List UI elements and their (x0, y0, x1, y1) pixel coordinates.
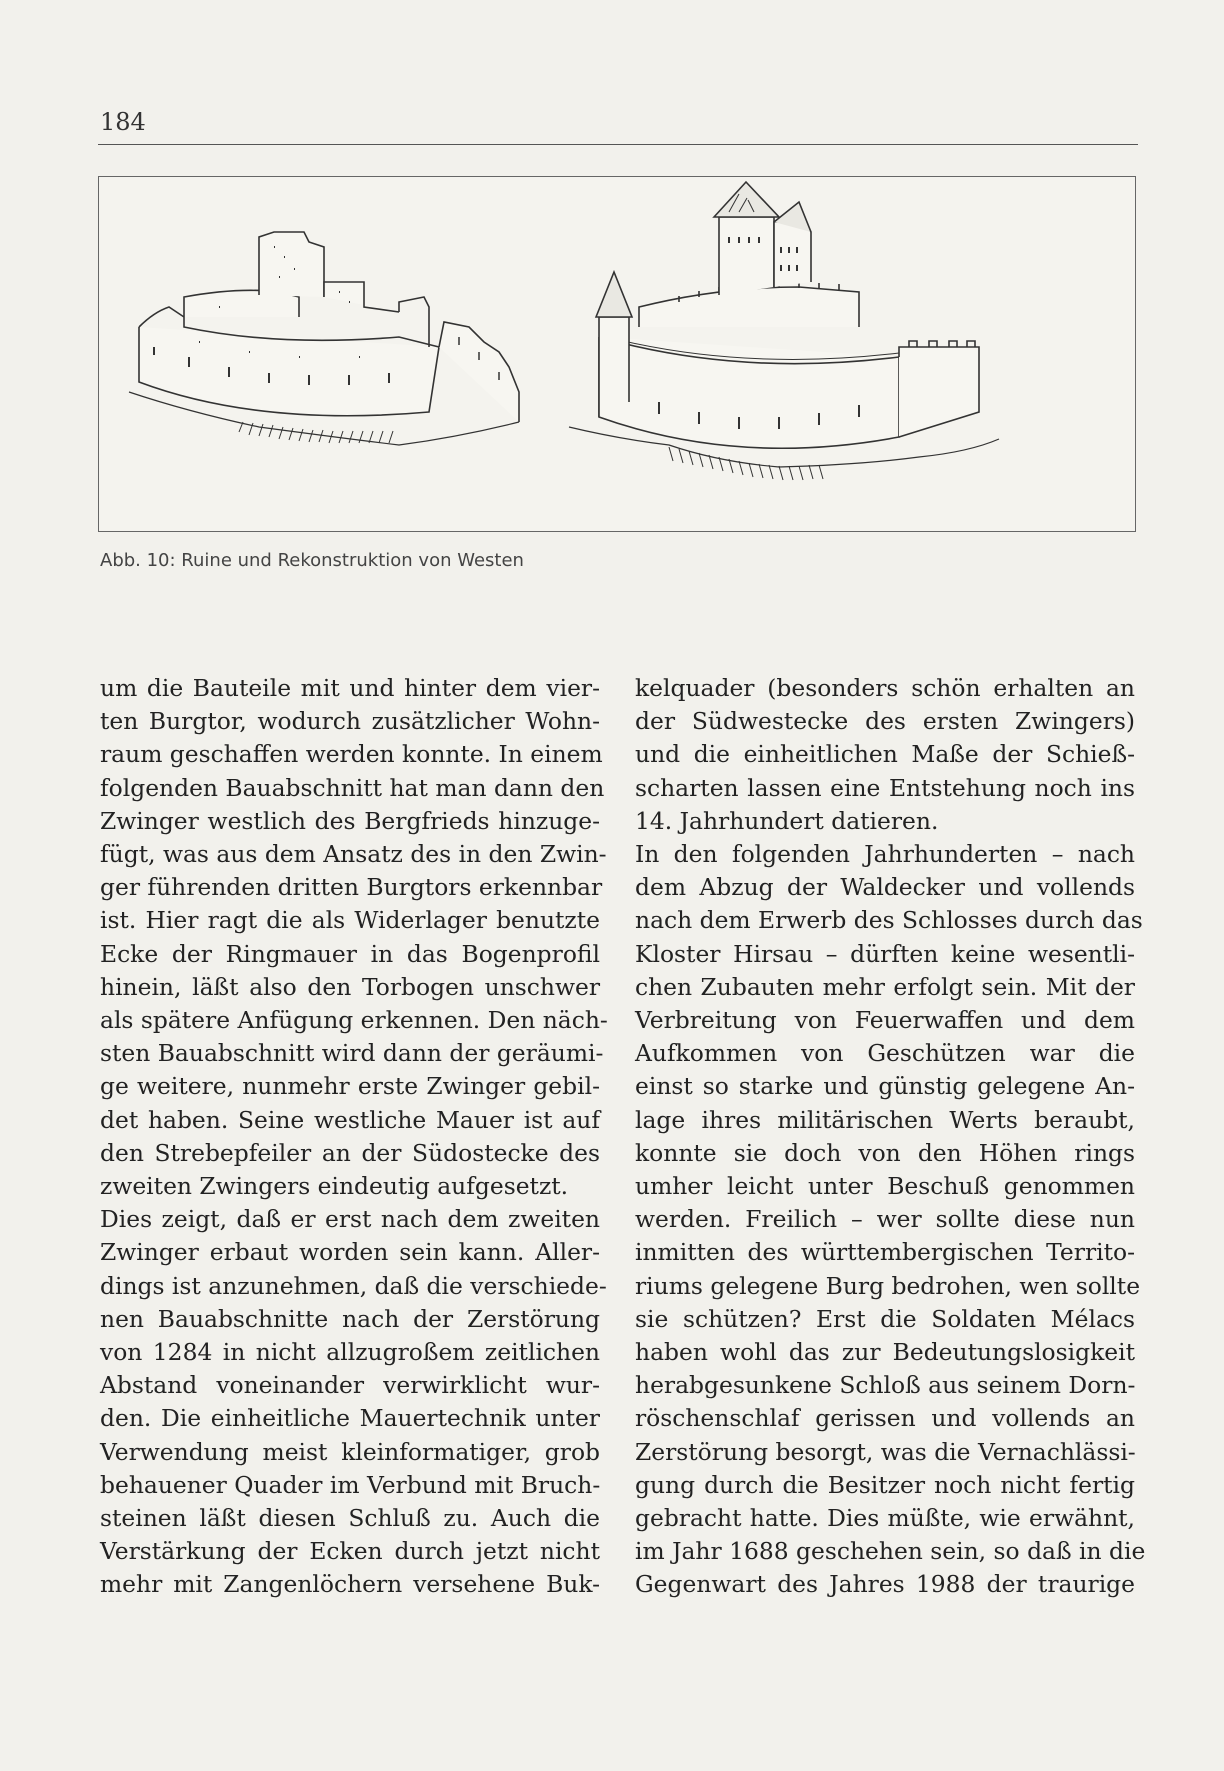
text-line: als spätere Anfügung erkennen. Den näch- (100, 1006, 608, 1035)
text-line: Ecke der Ringmauer in das Bogenprofil (100, 939, 600, 968)
text-line: Gegenwart des Jahres 1988 der traurige (635, 1570, 1135, 1599)
text-line: Verstärkung der Ecken durch jetzt nicht (100, 1537, 600, 1566)
text-line: Abstand voneinander verwirklicht wur- (100, 1371, 600, 1400)
text-line: ist. Hier ragt die als Widerlager benutzte (100, 906, 600, 935)
text-line: steinen läßt diesen Schluß zu. Auch die (100, 1504, 600, 1533)
text-line: fügt, was aus dem Ansatz des in den Zwin- (100, 840, 607, 869)
text-line: Dies zeigt, daß er erst nach dem zweiten (100, 1205, 600, 1234)
figure-caption: Abb. 10: Ruine und Rekonstruktion von Westen (100, 550, 524, 571)
text-line: 14. Jahrhundert datieren. (635, 806, 939, 835)
left-column (100, 672, 608, 1602)
text-line: den. Die einheitliche Mauertechnik unter (100, 1404, 600, 1433)
text-line: nen Bauabschnitte nach der Zerstörung (100, 1304, 600, 1333)
page-number: 184 (100, 108, 146, 136)
text-line: konnte sie doch von den Höhen rings (635, 1138, 1135, 1167)
text-line: raum geschaffen werden konnte. In einem (100, 740, 603, 769)
text-line: um die Bauteile mit und hinter dem vier- (100, 674, 600, 702)
text-line: Kloster Hirsau – dürften keine wesentli- (635, 939, 1135, 968)
castle-drawings (99, 177, 1135, 531)
ruin-drawing (129, 232, 519, 445)
text-line: dings ist anzunehmen, daß die verschiede- (100, 1271, 607, 1300)
reconstruction-drawing (569, 182, 999, 480)
text-line: Aufkommen von Geschützen war die (635, 1039, 1135, 1068)
text-line: hinein, läßt also den Torbogen unschwer (100, 972, 600, 1001)
text-line: von 1284 in nicht allzugroßem zeitlichen (100, 1338, 600, 1367)
text-line: folgenden Bauabschnitt hat man dann den (100, 773, 605, 802)
text-line: sten Bauabschnitt wird dann der geräumi- (100, 1039, 604, 1068)
text-line: werden. Freilich – wer sollte diese nun (635, 1205, 1135, 1234)
text-line: ger führenden dritten Burgtors erkennbar (100, 873, 603, 902)
text-line: zweiten Zwingers eindeutig aufgesetzt. (100, 1172, 569, 1201)
text-line: und die einheitlichen Maße der Schieß- (635, 740, 1135, 769)
header-rule (98, 144, 1138, 145)
text-line: gung durch die Besitzer noch nicht fertig (635, 1470, 1135, 1499)
text-line: Zwinger westlich des Bergfrieds hinzuge- (100, 806, 600, 835)
text-line: haben wohl das zur Bedeutungslosigkeit (635, 1338, 1135, 1367)
text-line: chen Zubauten mehr erfolgt sein. Mit der (635, 972, 1135, 1001)
text-line: In den folgenden Jahrhunderten – nach (635, 840, 1135, 869)
text-line: nach dem Erwerb des Schlosses durch das (635, 906, 1143, 935)
text-line: behauener Quader im Verbund mit Bruch- (100, 1470, 601, 1499)
text-line: mehr mit Zangenlöchern versehene Buk- (100, 1570, 600, 1599)
text-line: scharten lassen eine Entstehung noch ins (635, 773, 1135, 802)
right-column (635, 672, 1146, 1602)
text-line: sie schützen? Erst die Soldaten Mélacs (635, 1304, 1135, 1333)
text-line: der Südwestecke des ersten Zwingers) (635, 707, 1135, 736)
text-line: einst so starke und günstig gelegene An- (635, 1072, 1135, 1101)
text-line: röschenschlaf gerissen und vollends an (635, 1404, 1135, 1433)
text-line: ten Burgtor, wodurch zusätzlicher Wohn- (100, 707, 600, 736)
figure-frame (98, 176, 1136, 532)
text-line: inmitten des württembergischen Territo- (635, 1238, 1135, 1267)
text-line: Zerstörung besorgt, was die Vernachlässi- (635, 1437, 1136, 1466)
text-line: lage ihres militärischen Werts beraubt, (635, 1105, 1135, 1134)
text-line: Zwinger erbaut worden sein kann. Aller- (100, 1238, 600, 1267)
text-line: gebracht hatte. Dies müßte, wie erwähnt, (635, 1504, 1135, 1533)
text-line: ge weitere, nunmehr erste Zwinger gebil- (100, 1072, 600, 1101)
text-line: herabgesunkene Schloß aus seinem Dorn- (635, 1371, 1136, 1400)
text-line: riums gelegene Burg bedrohen, wen sollte (635, 1271, 1141, 1300)
text-line: umher leicht unter Beschuß genommen (635, 1172, 1135, 1201)
text-line: Verbreitung von Feuerwaffen und dem (635, 1006, 1135, 1035)
text-line: det haben. Seine westliche Mauer ist auf (100, 1105, 600, 1134)
text-line: im Jahr 1688 geschehen sein, so daß in die (635, 1537, 1146, 1566)
text-line: dem Abzug der Waldecker und vollends (635, 873, 1135, 902)
text-line: Verwendung meist kleinformatiger, grob (100, 1437, 600, 1466)
text-line: kelquader (besonders schön erhalten an (635, 674, 1135, 702)
text-line: den Strebepfeiler an der Südostecke des (100, 1138, 600, 1167)
